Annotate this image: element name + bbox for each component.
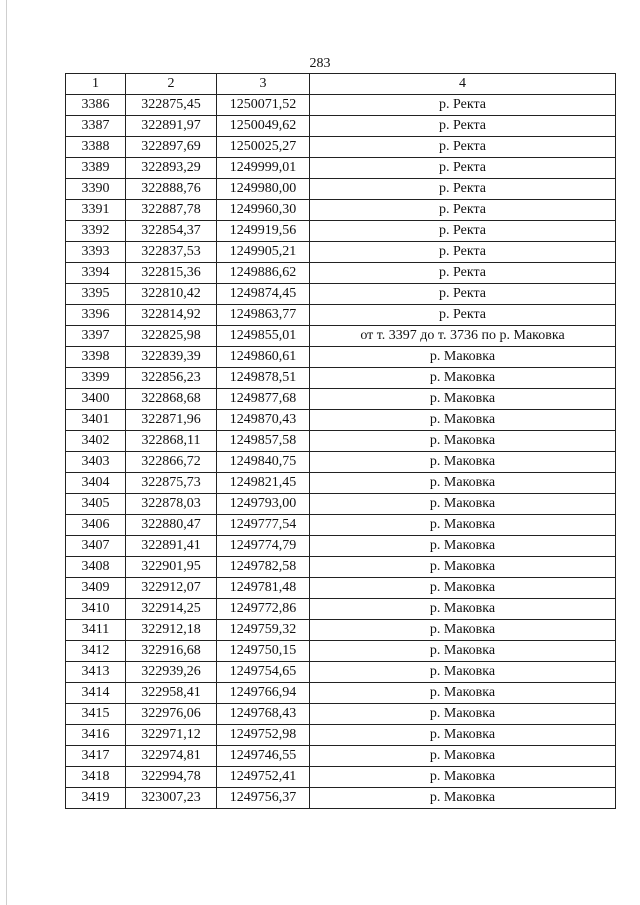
- point-number-cell: 3412: [66, 641, 126, 662]
- y-coordinate-cell: 1249886,62: [217, 263, 310, 284]
- x-coordinate-cell: 322887,78: [126, 200, 217, 221]
- point-number-cell: 3401: [66, 410, 126, 431]
- table-row: [66, 578, 616, 599]
- description-cell: от т. 3397 до т. 3736 по р. Маковка: [310, 326, 616, 347]
- x-coordinate-cell: 322888,76: [126, 179, 217, 200]
- y-coordinate-cell: 1249756,37: [217, 788, 310, 809]
- description-cell: р. Маковка: [310, 725, 616, 746]
- table-row: [66, 200, 616, 221]
- table-row: [66, 557, 616, 578]
- point-number-cell: 3386: [66, 95, 126, 116]
- y-coordinate-cell: 1249768,43: [217, 704, 310, 725]
- table-row: [66, 221, 616, 242]
- description-cell: р. Маковка: [310, 347, 616, 368]
- description-cell: р. Маковка: [310, 746, 616, 767]
- description-cell: р. Ректа: [310, 200, 616, 221]
- description-cell: р. Маковка: [310, 788, 616, 809]
- table-row: [66, 788, 616, 809]
- column-header: 4: [310, 74, 616, 95]
- table-row: [66, 662, 616, 683]
- point-number-cell: 3414: [66, 683, 126, 704]
- x-coordinate-cell: 322971,12: [126, 725, 217, 746]
- point-number-cell: 3419: [66, 788, 126, 809]
- point-number-cell: 3418: [66, 767, 126, 788]
- point-number-cell: 3402: [66, 431, 126, 452]
- description-cell: р. Маковка: [310, 557, 616, 578]
- y-coordinate-cell: 1249793,00: [217, 494, 310, 515]
- x-coordinate-cell: 322875,45: [126, 95, 217, 116]
- y-coordinate-cell: 1249750,15: [217, 641, 310, 662]
- y-coordinate-cell: 1249960,30: [217, 200, 310, 221]
- table-row: [66, 116, 616, 137]
- x-coordinate-cell: 322893,29: [126, 158, 217, 179]
- y-coordinate-cell: 1249752,41: [217, 767, 310, 788]
- point-number-cell: 3410: [66, 599, 126, 620]
- x-coordinate-cell: 322810,42: [126, 284, 217, 305]
- point-number-cell: 3413: [66, 662, 126, 683]
- x-coordinate-cell: 322916,68: [126, 641, 217, 662]
- y-coordinate-cell: 1249905,21: [217, 242, 310, 263]
- table-row: [66, 746, 616, 767]
- description-cell: р. Маковка: [310, 704, 616, 725]
- y-coordinate-cell: 1249855,01: [217, 326, 310, 347]
- description-cell: р. Маковка: [310, 578, 616, 599]
- y-coordinate-cell: 1249752,98: [217, 725, 310, 746]
- point-number-cell: 3408: [66, 557, 126, 578]
- description-cell: р. Маковка: [310, 536, 616, 557]
- y-coordinate-cell: 1249774,79: [217, 536, 310, 557]
- point-number-cell: 3390: [66, 179, 126, 200]
- coordinates-table: [65, 73, 616, 809]
- x-coordinate-cell: 322914,25: [126, 599, 217, 620]
- page-edge-line: [6, 0, 7, 905]
- column-header: 1: [66, 74, 126, 95]
- point-number-cell: 3392: [66, 221, 126, 242]
- point-number-cell: 3400: [66, 389, 126, 410]
- x-coordinate-cell: 322976,06: [126, 704, 217, 725]
- point-number-cell: 3391: [66, 200, 126, 221]
- y-coordinate-cell: 1249782,58: [217, 557, 310, 578]
- point-number-cell: 3403: [66, 452, 126, 473]
- point-number-cell: 3417: [66, 746, 126, 767]
- y-coordinate-cell: 1249766,94: [217, 683, 310, 704]
- table-row: [66, 431, 616, 452]
- point-number-cell: 3399: [66, 368, 126, 389]
- y-coordinate-cell: 1250025,27: [217, 137, 310, 158]
- y-coordinate-cell: 1249857,58: [217, 431, 310, 452]
- table-row: [66, 515, 616, 536]
- description-cell: р. Маковка: [310, 368, 616, 389]
- description-cell: р. Ректа: [310, 284, 616, 305]
- x-coordinate-cell: 322815,36: [126, 263, 217, 284]
- point-number-cell: 3404: [66, 473, 126, 494]
- x-coordinate-cell: 322958,41: [126, 683, 217, 704]
- x-coordinate-cell: 322868,11: [126, 431, 217, 452]
- description-cell: р. Маковка: [310, 662, 616, 683]
- x-coordinate-cell: 322891,97: [126, 116, 217, 137]
- point-number-cell: 3415: [66, 704, 126, 725]
- x-coordinate-cell: 322839,39: [126, 347, 217, 368]
- x-coordinate-cell: 322866,72: [126, 452, 217, 473]
- description-cell: р. Маковка: [310, 620, 616, 641]
- y-coordinate-cell: 1249759,32: [217, 620, 310, 641]
- table-row: [66, 389, 616, 410]
- x-coordinate-cell: 322825,98: [126, 326, 217, 347]
- point-number-cell: 3393: [66, 242, 126, 263]
- description-cell: р. Ректа: [310, 116, 616, 137]
- description-cell: р. Маковка: [310, 599, 616, 620]
- table-row: [66, 620, 616, 641]
- description-cell: р. Ректа: [310, 221, 616, 242]
- table-row: [66, 725, 616, 746]
- x-coordinate-cell: 322939,26: [126, 662, 217, 683]
- description-cell: р. Маковка: [310, 431, 616, 452]
- x-coordinate-cell: 322814,92: [126, 305, 217, 326]
- description-cell: р. Ректа: [310, 179, 616, 200]
- description-cell: р. Ректа: [310, 305, 616, 326]
- y-coordinate-cell: 1249878,51: [217, 368, 310, 389]
- description-cell: р. Ректа: [310, 242, 616, 263]
- x-coordinate-cell: 322854,37: [126, 221, 217, 242]
- x-coordinate-cell: 322880,47: [126, 515, 217, 536]
- point-number-cell: 3395: [66, 284, 126, 305]
- x-coordinate-cell: 322912,18: [126, 620, 217, 641]
- description-cell: р. Ректа: [310, 158, 616, 179]
- description-cell: р. Маковка: [310, 641, 616, 662]
- x-coordinate-cell: 322856,23: [126, 368, 217, 389]
- description-cell: р. Маковка: [310, 515, 616, 536]
- point-number-cell: 3411: [66, 620, 126, 641]
- table-row: [66, 368, 616, 389]
- x-coordinate-cell: 323007,23: [126, 788, 217, 809]
- table-row: [66, 473, 616, 494]
- y-coordinate-cell: 1250071,52: [217, 95, 310, 116]
- description-cell: р. Маковка: [310, 494, 616, 515]
- table-row: [66, 347, 616, 368]
- x-coordinate-cell: 322871,96: [126, 410, 217, 431]
- x-coordinate-cell: 322897,69: [126, 137, 217, 158]
- y-coordinate-cell: 1249863,77: [217, 305, 310, 326]
- y-coordinate-cell: 1249980,00: [217, 179, 310, 200]
- table-row: [66, 242, 616, 263]
- table-row: [66, 599, 616, 620]
- y-coordinate-cell: 1249999,01: [217, 158, 310, 179]
- x-coordinate-cell: 322875,73: [126, 473, 217, 494]
- table-row: [66, 704, 616, 725]
- table-row: [66, 767, 616, 788]
- description-cell: р. Маковка: [310, 683, 616, 704]
- x-coordinate-cell: 322868,68: [126, 389, 217, 410]
- table-header-row: [66, 74, 616, 95]
- y-coordinate-cell: 1250049,62: [217, 116, 310, 137]
- description-cell: р. Ректа: [310, 95, 616, 116]
- point-number-cell: 3406: [66, 515, 126, 536]
- y-coordinate-cell: 1249754,65: [217, 662, 310, 683]
- description-cell: р. Маковка: [310, 452, 616, 473]
- page-number: 283: [309, 56, 331, 71]
- table-row: [66, 158, 616, 179]
- point-number-cell: 3394: [66, 263, 126, 284]
- table-row: [66, 137, 616, 158]
- table-row: [66, 95, 616, 116]
- table-row: [66, 284, 616, 305]
- table-row: [66, 305, 616, 326]
- point-number-cell: 3409: [66, 578, 126, 599]
- x-coordinate-cell: 322878,03: [126, 494, 217, 515]
- point-number-cell: 3396: [66, 305, 126, 326]
- y-coordinate-cell: 1249874,45: [217, 284, 310, 305]
- point-number-cell: 3388: [66, 137, 126, 158]
- description-cell: р. Маковка: [310, 410, 616, 431]
- description-cell: р. Маковка: [310, 767, 616, 788]
- description-cell: р. Ректа: [310, 137, 616, 158]
- point-number-cell: 3398: [66, 347, 126, 368]
- y-coordinate-cell: 1249781,48: [217, 578, 310, 599]
- x-coordinate-cell: 322912,07: [126, 578, 217, 599]
- description-cell: р. Маковка: [310, 389, 616, 410]
- point-number-cell: 3405: [66, 494, 126, 515]
- description-cell: р. Ректа: [310, 263, 616, 284]
- table-row: [66, 641, 616, 662]
- table-row: [66, 326, 616, 347]
- column-header: 2: [126, 74, 217, 95]
- y-coordinate-cell: 1249870,43: [217, 410, 310, 431]
- point-number-cell: 3397: [66, 326, 126, 347]
- table-row: [66, 536, 616, 557]
- y-coordinate-cell: 1249840,75: [217, 452, 310, 473]
- y-coordinate-cell: 1249777,54: [217, 515, 310, 536]
- point-number-cell: 3387: [66, 116, 126, 137]
- table-row: [66, 263, 616, 284]
- table-row: [66, 683, 616, 704]
- x-coordinate-cell: 322994,78: [126, 767, 217, 788]
- x-coordinate-cell: 322891,41: [126, 536, 217, 557]
- point-number-cell: 3389: [66, 158, 126, 179]
- y-coordinate-cell: 1249772,86: [217, 599, 310, 620]
- description-cell: р. Маковка: [310, 473, 616, 494]
- column-header: 3: [217, 74, 310, 95]
- y-coordinate-cell: 1249860,61: [217, 347, 310, 368]
- table-row: [66, 494, 616, 515]
- y-coordinate-cell: 1249919,56: [217, 221, 310, 242]
- x-coordinate-cell: 322837,53: [126, 242, 217, 263]
- y-coordinate-cell: 1249821,45: [217, 473, 310, 494]
- table-row: [66, 410, 616, 431]
- table-row: [66, 179, 616, 200]
- y-coordinate-cell: 1249877,68: [217, 389, 310, 410]
- x-coordinate-cell: 322974,81: [126, 746, 217, 767]
- table-row: [66, 452, 616, 473]
- point-number-cell: 3416: [66, 725, 126, 746]
- y-coordinate-cell: 1249746,55: [217, 746, 310, 767]
- point-number-cell: 3407: [66, 536, 126, 557]
- x-coordinate-cell: 322901,95: [126, 557, 217, 578]
